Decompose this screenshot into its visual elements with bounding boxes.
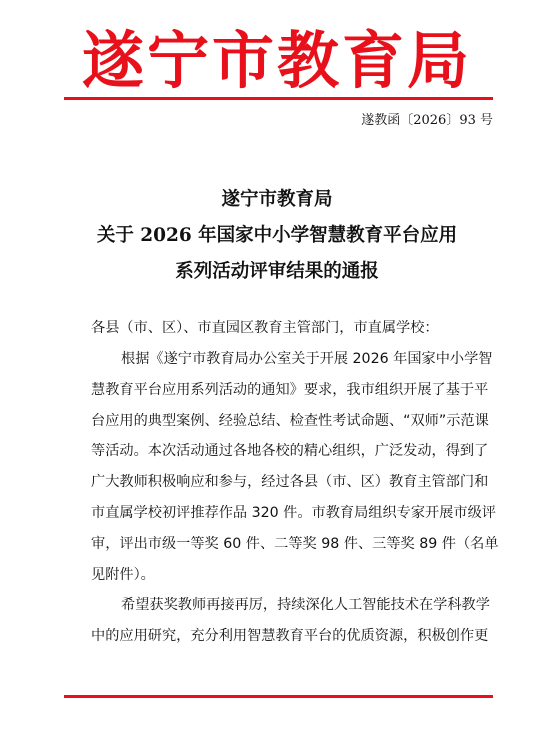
paragraph-1-line-6: 市直属学校初评推荐作品 320 件。市教育局组织专家开展市级评: [91, 504, 496, 521]
issuer-masthead: 遂宁市教育局: [81, 24, 472, 97]
footer-divider: [64, 695, 493, 698]
paragraph-1-line-8: 见附件）。: [91, 566, 155, 583]
salutation-line: 各县（市、区）、市直园区教育主管部门，市直属学校：: [91, 320, 439, 336]
paragraph-1-line-3: 台应用的典型案例、经验总结、检查性考试命题、“双师”示范课: [91, 412, 489, 429]
paragraph-1: [91, 344, 499, 590]
paragraph-2: [91, 590, 490, 652]
document-number: 遂教函〔2026〕93 号: [361, 113, 493, 128]
salutation: [91, 313, 439, 344]
masthead-divider: [64, 97, 493, 100]
title-line-3: 系列活动评审结果的通报: [175, 261, 379, 282]
paragraph-1-line-1: 根据《遂宁市教育局办公室关于开展 2026 年国家中小学智: [121, 351, 493, 367]
paragraph-2-line-1: 希望获奖教师再接再厉，持续深化人工智能技术在学科教学: [121, 597, 490, 613]
title-line-2: 关于 2026 年国家中小学智慧教育平台应用: [96, 225, 458, 246]
paragraph-1-line-7: 审，评出市级一等奖 60 件、二等奖 98 件、三等奖 89 件（名单: [91, 535, 499, 552]
title-line-1: 遂宁市教育局: [221, 189, 333, 210]
paragraph-2-line-2: 中的应用研究，充分利用智慧教育平台的优质资源，积极创作更: [91, 627, 489, 644]
paragraph-1-line-2: 慧教育平台应用系列活动的通知》要求，我市组织开展了基于平: [91, 381, 489, 398]
paragraph-1-line-4: 等活动。本次活动通过各地各校的精心组织，广泛发动，得到了: [91, 443, 489, 460]
paragraph-1-line-5: 广大教师积极响应和参与，经过各县（市、区）教育主管部门和: [91, 474, 489, 491]
